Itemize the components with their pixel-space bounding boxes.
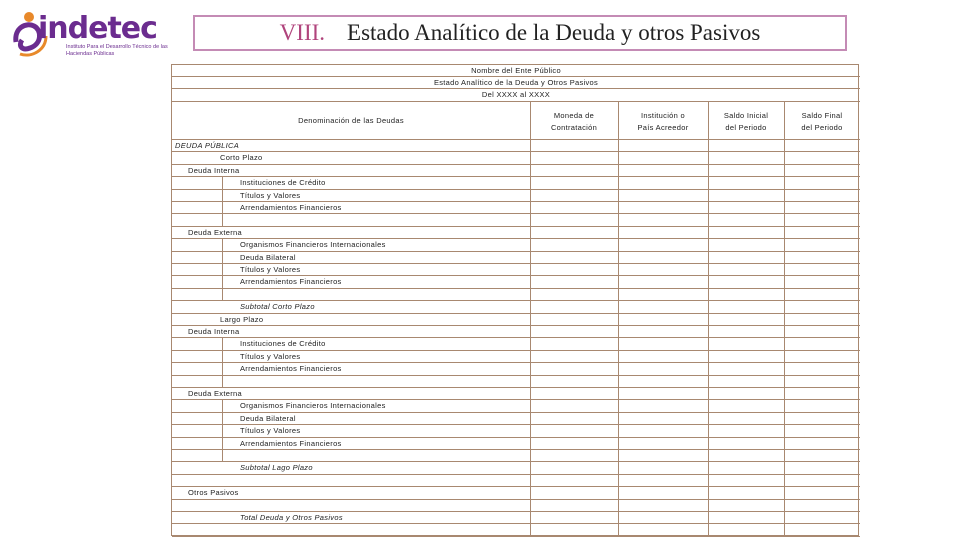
table-row — [172, 475, 860, 487]
table-row — [172, 227, 860, 239]
row-label: Deuda Externa — [188, 389, 242, 398]
row-label: Deuda Interna — [188, 327, 240, 336]
table-row — [172, 512, 860, 524]
table-row — [172, 500, 860, 512]
row-label: Deuda Externa — [188, 227, 242, 237]
column-header-saldo-inicial — [708, 102, 784, 140]
row-label: DEUDA PÚBLICA — [175, 141, 240, 150]
row-label: Instituciones de Crédito — [240, 339, 326, 349]
debt-statement-table — [171, 64, 859, 536]
row-label: Arrendamientos Financieros — [240, 277, 342, 287]
table-row — [172, 252, 860, 264]
indent-guide — [222, 239, 223, 301]
table-row — [172, 239, 860, 251]
row-label: Total Deuda y Otros Pasivos — [240, 513, 343, 522]
row-label: Subtotal Corto Plazo — [240, 302, 315, 312]
row-label: Arrendamientos Financieros — [240, 364, 342, 374]
table-row — [172, 400, 860, 412]
indent-guide — [222, 338, 223, 388]
row-label: Corto Plazo — [220, 153, 263, 163]
table-row — [172, 165, 860, 177]
row-label: Instituciones de Crédito — [240, 178, 326, 188]
table-row — [172, 152, 860, 164]
table-row — [172, 388, 860, 400]
table-row — [172, 376, 860, 388]
indent-guide — [222, 177, 223, 227]
column-header-saldo-final-line1: Saldo Final — [801, 111, 843, 120]
column-header-institucion-line1: Institución o — [641, 111, 685, 120]
row-label: Títulos y Valores — [240, 426, 301, 436]
row-label: Arrendamientos Financieros — [240, 438, 342, 448]
row-label: Subtotal Lago Plazo — [240, 463, 313, 473]
indetec-logo — [12, 8, 182, 58]
table-row — [172, 351, 860, 363]
row-label: Títulos y Valores — [240, 190, 301, 200]
slide-title-number: VIII. — [279, 20, 326, 45]
row-label: Títulos y Valores — [240, 265, 301, 274]
table-row — [172, 301, 860, 313]
table-row — [172, 264, 860, 276]
column-header-institucion — [618, 102, 708, 140]
logo-tagline: Instituto Para el Desarrollo Técnico de las Haciendas Públicas — [66, 44, 168, 57]
slide-title-text: Estado Analítico de la Deuda y otros Pasivos — [347, 20, 761, 45]
table-row — [172, 177, 860, 189]
table-row — [172, 314, 860, 326]
logo-wordmark: indetec — [38, 11, 157, 46]
indent-guide — [222, 400, 223, 462]
column-header-saldo-final — [784, 102, 860, 140]
slide-title — [193, 15, 847, 51]
column-header-saldo-inicial-line2: del Periodo — [725, 123, 767, 132]
table-row — [172, 202, 860, 214]
column-header-saldo-final-line2: del Periodo — [801, 123, 843, 132]
column-header-moneda-line2: Contratación — [550, 123, 598, 132]
table-header-entity: Nombre del Ente Público — [172, 65, 860, 77]
table-row — [172, 276, 860, 288]
row-label: Otros Pasivos — [188, 488, 239, 498]
table-row — [172, 438, 860, 450]
table-header-title: Estado Analítico de la Deuda y Otros Pasivos — [172, 77, 860, 89]
table-header-period: Del XXXX al XXXX — [172, 89, 860, 102]
row-label: Deuda Bilateral — [240, 252, 296, 262]
table-row — [172, 462, 860, 474]
row-label: Deuda Bilateral — [240, 413, 296, 423]
table-row — [172, 140, 860, 152]
row-label: Deuda Interna — [188, 165, 240, 175]
column-header-institucion-line2: País Acreedor — [637, 123, 689, 132]
table-row — [172, 487, 860, 499]
row-label: Títulos y Valores — [240, 351, 301, 361]
row-label: Arrendamientos Financieros — [240, 203, 342, 212]
table-row — [172, 413, 860, 425]
column-header-denominacion: Denominación de las Deudas — [172, 102, 530, 140]
table-row — [172, 524, 860, 536]
table-row — [172, 363, 860, 375]
row-label: Largo Plazo — [220, 314, 264, 324]
table-row — [172, 450, 860, 462]
table-row — [172, 289, 860, 301]
table-row — [172, 326, 860, 338]
table-row — [172, 214, 860, 226]
row-label: Organismos Financieros Internacionales — [240, 401, 386, 411]
column-header-saldo-inicial-line1: Saldo Inicial — [723, 111, 769, 120]
table-row — [172, 338, 860, 350]
column-header-moneda-line1: Moneda de — [553, 111, 595, 120]
table-row — [172, 190, 860, 202]
column-header-moneda — [530, 102, 618, 140]
row-label: Organismos Financieros Internacionales — [240, 240, 386, 250]
table-row — [172, 425, 860, 437]
